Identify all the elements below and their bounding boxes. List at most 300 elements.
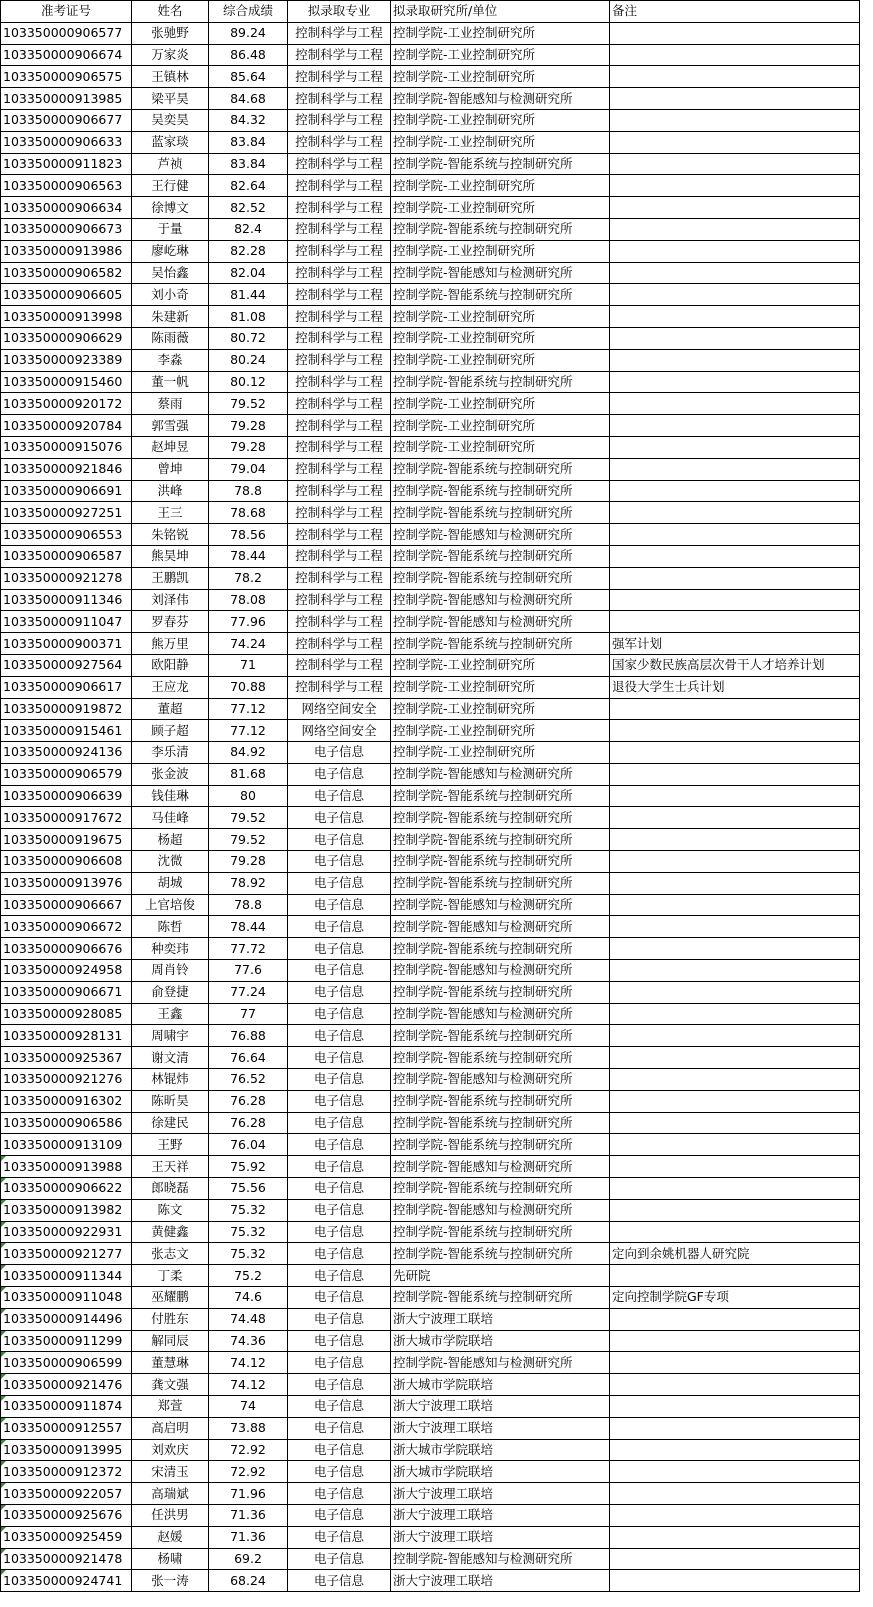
cell-remark[interactable] [610, 22, 860, 44]
cell-name[interactable]: 董一帆 [132, 371, 209, 393]
cell-name[interactable]: 种奕玮 [132, 938, 209, 960]
cell-major[interactable]: 控制科学与工程 [288, 175, 391, 197]
cell-institute[interactable]: 控制学院-智能系统与控制研究所 [391, 153, 610, 175]
cell-remark[interactable] [610, 1417, 860, 1439]
cell-institute[interactable]: 浙大城市学院联培 [391, 1330, 610, 1352]
cell-institute[interactable]: 控制学院-工业控制研究所 [391, 742, 610, 764]
cell-score[interactable]: 79.52 [209, 829, 288, 851]
cell-major[interactable]: 电子信息 [288, 1548, 391, 1570]
cell-name[interactable]: 马佳峰 [132, 807, 209, 829]
cell-score[interactable]: 74.24 [209, 633, 288, 655]
cell-institute[interactable]: 控制学院-智能系统与控制研究所 [391, 284, 610, 306]
cell-exam-id[interactable]: 103350000921276 [1, 1069, 132, 1091]
cell-institute[interactable]: 控制学院-工业控制研究所 [391, 66, 610, 88]
cell-exam-id[interactable]: 103350000911048 [1, 1287, 132, 1309]
cell-remark[interactable] [610, 872, 860, 894]
cell-name[interactable]: 俞登捷 [132, 981, 209, 1003]
cell-name[interactable]: 熊万里 [132, 633, 209, 655]
cell-major[interactable]: 控制科学与工程 [288, 458, 391, 480]
cell-exam-id[interactable]: 103350000915076 [1, 436, 132, 458]
cell-name[interactable]: 郭雪强 [132, 415, 209, 437]
cell-exam-id[interactable]: 103350000906617 [1, 676, 132, 698]
cell-major[interactable]: 网络空间安全 [288, 698, 391, 720]
cell-institute[interactable]: 控制学院-工业控制研究所 [391, 436, 610, 458]
cell-institute[interactable]: 控制学院-工业控制研究所 [391, 349, 610, 371]
cell-name[interactable]: 解同辰 [132, 1330, 209, 1352]
cell-major[interactable]: 控制科学与工程 [288, 676, 391, 698]
cell-remark[interactable] [610, 1308, 860, 1330]
cell-remark[interactable] [610, 1330, 860, 1352]
cell-institute[interactable]: 控制学院-智能感知与检测研究所 [391, 1069, 610, 1091]
cell-institute[interactable]: 控制学院-智能系统与控制研究所 [391, 1178, 610, 1200]
cell-remark[interactable] [610, 1548, 860, 1570]
cell-name[interactable]: 丁柔 [132, 1265, 209, 1287]
cell-exam-id[interactable]: 103350000906553 [1, 524, 132, 546]
cell-name[interactable]: 曾坤 [132, 458, 209, 480]
cell-remark[interactable] [610, 1112, 860, 1134]
cell-score[interactable]: 77.12 [209, 720, 288, 742]
cell-name[interactable]: 林锟炜 [132, 1069, 209, 1091]
cell-remark[interactable] [610, 349, 860, 371]
cell-name[interactable]: 王鹏凯 [132, 567, 209, 589]
cell-major[interactable]: 电子信息 [288, 763, 391, 785]
cell-name[interactable]: 杨超 [132, 829, 209, 851]
cell-score[interactable]: 71.96 [209, 1483, 288, 1505]
cell-institute[interactable]: 控制学院-智能系统与控制研究所 [391, 829, 610, 851]
cell-exam-id[interactable]: 103350000921277 [1, 1243, 132, 1265]
cell-score[interactable]: 79.28 [209, 851, 288, 873]
cell-major[interactable]: 电子信息 [288, 1003, 391, 1025]
cell-exam-id[interactable]: 103350000925367 [1, 1047, 132, 1069]
cell-exam-id[interactable]: 103350000921476 [1, 1374, 132, 1396]
cell-institute[interactable]: 控制学院-工业控制研究所 [391, 22, 610, 44]
cell-score[interactable]: 82.52 [209, 197, 288, 219]
cell-institute[interactable]: 控制学院-智能感知与检测研究所 [391, 88, 610, 110]
cell-name[interactable]: 王镇林 [132, 66, 209, 88]
cell-remark[interactable] [610, 742, 860, 764]
cell-major[interactable]: 电子信息 [288, 742, 391, 764]
cell-remark[interactable] [610, 1352, 860, 1374]
cell-name[interactable]: 任洪男 [132, 1504, 209, 1526]
cell-exam-id[interactable]: 103350000906634 [1, 197, 132, 219]
cell-remark[interactable] [610, 524, 860, 546]
cell-score[interactable]: 79.52 [209, 807, 288, 829]
cell-name[interactable]: 宋清玉 [132, 1461, 209, 1483]
cell-major[interactable]: 控制科学与工程 [288, 545, 391, 567]
cell-remark[interactable]: 定向到余姚机器人研究院 [610, 1243, 860, 1265]
cell-institute[interactable]: 控制学院-智能感知与检测研究所 [391, 611, 610, 633]
cell-major[interactable]: 控制科学与工程 [288, 327, 391, 349]
cell-institute[interactable]: 控制学院-智能感知与检测研究所 [391, 894, 610, 916]
cell-name[interactable]: 赵坤昱 [132, 436, 209, 458]
cell-remark[interactable] [610, 1439, 860, 1461]
cell-remark[interactable] [610, 153, 860, 175]
cell-name[interactable]: 李淼 [132, 349, 209, 371]
cell-exam-id[interactable]: 103350000920784 [1, 415, 132, 437]
cell-score[interactable]: 75.32 [209, 1221, 288, 1243]
cell-exam-id[interactable]: 103350000913995 [1, 1439, 132, 1461]
cell-institute[interactable]: 控制学院-智能系统与控制研究所 [391, 872, 610, 894]
cell-exam-id[interactable]: 103350000906674 [1, 44, 132, 66]
cell-name[interactable]: 王天祥 [132, 1156, 209, 1178]
cell-institute[interactable]: 控制学院-智能系统与控制研究所 [391, 1287, 610, 1309]
cell-name[interactable]: 李乐清 [132, 742, 209, 764]
cell-institute[interactable]: 控制学院-工业控制研究所 [391, 415, 610, 437]
cell-institute[interactable]: 控制学院-工业控制研究所 [391, 44, 610, 66]
cell-exam-id[interactable]: 103350000906633 [1, 131, 132, 153]
cell-score[interactable]: 78.44 [209, 545, 288, 567]
cell-major[interactable]: 电子信息 [288, 872, 391, 894]
cell-institute[interactable]: 浙大宁波理工联培 [391, 1504, 610, 1526]
cell-name[interactable]: 刘欢庆 [132, 1439, 209, 1461]
cell-score[interactable]: 81.44 [209, 284, 288, 306]
cell-institute[interactable]: 控制学院-智能系统与控制研究所 [391, 1090, 610, 1112]
cell-name[interactable]: 张一涛 [132, 1570, 209, 1592]
cell-remark[interactable] [610, 1069, 860, 1091]
cell-remark[interactable] [610, 1483, 860, 1505]
cell-remark[interactable] [610, 131, 860, 153]
cell-score[interactable]: 77 [209, 1003, 288, 1025]
cell-major[interactable]: 控制科学与工程 [288, 611, 391, 633]
cell-name[interactable]: 沈微 [132, 851, 209, 873]
cell-remark[interactable] [610, 371, 860, 393]
cell-score[interactable]: 74.48 [209, 1308, 288, 1330]
cell-remark[interactable] [610, 1504, 860, 1526]
cell-major[interactable]: 电子信息 [288, 807, 391, 829]
cell-name[interactable]: 刘泽伟 [132, 589, 209, 611]
cell-major[interactable]: 电子信息 [288, 1330, 391, 1352]
cell-exam-id[interactable]: 103350000906608 [1, 851, 132, 873]
cell-exam-id[interactable]: 103350000911299 [1, 1330, 132, 1352]
cell-exam-id[interactable]: 103350000906582 [1, 262, 132, 284]
cell-exam-id[interactable]: 103350000906599 [1, 1352, 132, 1374]
cell-score[interactable]: 86.48 [209, 44, 288, 66]
cell-exam-id[interactable]: 103350000925676 [1, 1504, 132, 1526]
cell-major[interactable]: 控制科学与工程 [288, 349, 391, 371]
cell-exam-id[interactable]: 103350000916302 [1, 1090, 132, 1112]
cell-score[interactable]: 79.28 [209, 415, 288, 437]
cell-exam-id[interactable]: 103350000906622 [1, 1178, 132, 1200]
cell-institute[interactable]: 控制学院-工业控制研究所 [391, 240, 610, 262]
cell-institute[interactable]: 控制学院-工业控制研究所 [391, 175, 610, 197]
cell-major[interactable]: 控制科学与工程 [288, 66, 391, 88]
cell-major[interactable]: 网络空间安全 [288, 720, 391, 742]
cell-remark[interactable]: 定向控制学院GF专项 [610, 1287, 860, 1309]
cell-exam-id[interactable]: 103350000919872 [1, 698, 132, 720]
cell-remark[interactable] [610, 1265, 860, 1287]
cell-institute[interactable]: 控制学院-智能系统与控制研究所 [391, 567, 610, 589]
header-score[interactable]: 综合成绩 [209, 1, 288, 23]
cell-exam-id[interactable]: 103350000913976 [1, 872, 132, 894]
cell-score[interactable]: 83.84 [209, 131, 288, 153]
cell-exam-id[interactable]: 103350000906575 [1, 66, 132, 88]
cell-exam-id[interactable]: 103350000924741 [1, 1570, 132, 1592]
cell-score[interactable]: 73.88 [209, 1417, 288, 1439]
cell-score[interactable]: 85.64 [209, 66, 288, 88]
cell-institute[interactable]: 控制学院-智能系统与控制研究所 [391, 1112, 610, 1134]
cell-score[interactable]: 78.08 [209, 589, 288, 611]
cell-remark[interactable] [610, 66, 860, 88]
cell-name[interactable]: 廖屹琳 [132, 240, 209, 262]
cell-name[interactable]: 周肖铃 [132, 960, 209, 982]
cell-major[interactable]: 控制科学与工程 [288, 436, 391, 458]
cell-institute[interactable]: 浙大城市学院联培 [391, 1374, 610, 1396]
cell-name[interactable]: 吴奕昊 [132, 109, 209, 131]
cell-name[interactable]: 上官培俊 [132, 894, 209, 916]
cell-score[interactable]: 84.32 [209, 109, 288, 131]
cell-name[interactable]: 徐博文 [132, 197, 209, 219]
cell-name[interactable]: 郎晓磊 [132, 1178, 209, 1200]
cell-exam-id[interactable]: 103350000921846 [1, 458, 132, 480]
cell-major[interactable]: 控制科学与工程 [288, 153, 391, 175]
cell-remark[interactable] [610, 894, 860, 916]
cell-major[interactable]: 电子信息 [288, 1526, 391, 1548]
cell-institute[interactable]: 控制学院-工业控制研究所 [391, 306, 610, 328]
cell-institute[interactable]: 控制学院-智能系统与控制研究所 [391, 981, 610, 1003]
cell-name[interactable]: 黄健鑫 [132, 1221, 209, 1243]
cell-exam-id[interactable]: 103350000906673 [1, 218, 132, 240]
cell-name[interactable]: 梁平昊 [132, 88, 209, 110]
cell-major[interactable]: 控制科学与工程 [288, 524, 391, 546]
cell-exam-id[interactable]: 103350000906691 [1, 480, 132, 502]
cell-name[interactable]: 陈文 [132, 1199, 209, 1221]
cell-institute[interactable]: 控制学院-智能感知与检测研究所 [391, 1352, 610, 1374]
cell-major[interactable]: 电子信息 [288, 916, 391, 938]
cell-name[interactable]: 陈昕昊 [132, 1090, 209, 1112]
cell-institute[interactable]: 浙大宁波理工联培 [391, 1483, 610, 1505]
cell-major[interactable]: 控制科学与工程 [288, 480, 391, 502]
cell-exam-id[interactable]: 103350000906667 [1, 894, 132, 916]
cell-major[interactable]: 电子信息 [288, 1243, 391, 1265]
cell-remark[interactable] [610, 436, 860, 458]
cell-score[interactable]: 69.2 [209, 1548, 288, 1570]
cell-name[interactable]: 钱佳琳 [132, 785, 209, 807]
cell-major[interactable]: 电子信息 [288, 1069, 391, 1091]
cell-major[interactable]: 控制科学与工程 [288, 44, 391, 66]
cell-score[interactable]: 72.92 [209, 1461, 288, 1483]
header-institute[interactable]: 拟录取研究所/单位 [391, 1, 610, 23]
cell-name[interactable]: 罗春芬 [132, 611, 209, 633]
cell-exam-id[interactable]: 103350000927251 [1, 502, 132, 524]
cell-institute[interactable]: 控制学院-智能系统与控制研究所 [391, 1221, 610, 1243]
cell-name[interactable]: 王鑫 [132, 1003, 209, 1025]
cell-institute[interactable]: 控制学院-智能感知与检测研究所 [391, 1548, 610, 1570]
cell-institute[interactable]: 控制学院-智能系统与控制研究所 [391, 545, 610, 567]
cell-score[interactable]: 78.56 [209, 524, 288, 546]
cell-institute[interactable]: 控制学院-智能感知与检测研究所 [391, 1156, 610, 1178]
cell-institute[interactable]: 控制学院-智能感知与检测研究所 [391, 916, 610, 938]
cell-institute[interactable]: 控制学院-智能系统与控制研究所 [391, 807, 610, 829]
cell-major[interactable]: 控制科学与工程 [288, 502, 391, 524]
cell-institute[interactable]: 控制学院-工业控制研究所 [391, 676, 610, 698]
cell-score[interactable]: 80 [209, 785, 288, 807]
cell-score[interactable]: 77.6 [209, 960, 288, 982]
cell-score[interactable]: 82.28 [209, 240, 288, 262]
cell-major[interactable]: 电子信息 [288, 829, 391, 851]
cell-exam-id[interactable]: 103350000900371 [1, 633, 132, 655]
cell-name[interactable]: 蓝家琰 [132, 131, 209, 153]
cell-major[interactable]: 电子信息 [288, 1308, 391, 1330]
cell-major[interactable]: 控制科学与工程 [288, 88, 391, 110]
cell-remark[interactable] [610, 240, 860, 262]
cell-institute[interactable]: 浙大宁波理工联培 [391, 1417, 610, 1439]
cell-remark[interactable] [610, 1090, 860, 1112]
cell-institute[interactable]: 控制学院-智能感知与检测研究所 [391, 524, 610, 546]
cell-name[interactable]: 吴怡鑫 [132, 262, 209, 284]
cell-institute[interactable]: 控制学院-工业控制研究所 [391, 720, 610, 742]
cell-remark[interactable] [610, 44, 860, 66]
cell-exam-id[interactable]: 103350000912557 [1, 1417, 132, 1439]
cell-remark[interactable] [610, 763, 860, 785]
cell-score[interactable]: 76.64 [209, 1047, 288, 1069]
cell-institute[interactable]: 浙大城市学院联培 [391, 1461, 610, 1483]
cell-remark[interactable] [610, 306, 860, 328]
cell-remark[interactable] [610, 807, 860, 829]
cell-remark[interactable] [610, 1178, 860, 1200]
cell-score[interactable]: 77.12 [209, 698, 288, 720]
cell-score[interactable]: 77.96 [209, 611, 288, 633]
cell-exam-id[interactable]: 103350000906676 [1, 938, 132, 960]
cell-score[interactable]: 78.8 [209, 480, 288, 502]
cell-remark[interactable] [610, 1156, 860, 1178]
cell-remark[interactable] [610, 327, 860, 349]
cell-exam-id[interactable]: 103350000906671 [1, 981, 132, 1003]
cell-name[interactable]: 朱建新 [132, 306, 209, 328]
cell-institute[interactable]: 浙大宁波理工联培 [391, 1396, 610, 1418]
cell-name[interactable]: 赵媛 [132, 1526, 209, 1548]
cell-institute[interactable]: 控制学院-智能系统与控制研究所 [391, 1025, 610, 1047]
cell-exam-id[interactable]: 103350000913985 [1, 88, 132, 110]
cell-remark[interactable] [610, 1570, 860, 1592]
cell-score[interactable]: 84.68 [209, 88, 288, 110]
cell-name[interactable]: 周啸宇 [132, 1025, 209, 1047]
cell-score[interactable]: 74.36 [209, 1330, 288, 1352]
cell-major[interactable]: 电子信息 [288, 1178, 391, 1200]
cell-institute[interactable]: 控制学院-智能系统与控制研究所 [391, 371, 610, 393]
cell-name[interactable]: 顾子超 [132, 720, 209, 742]
cell-institute[interactable]: 控制学院-智能系统与控制研究所 [391, 1134, 610, 1156]
cell-exam-id[interactable]: 103350000911344 [1, 1265, 132, 1287]
cell-remark[interactable] [610, 698, 860, 720]
cell-exam-id[interactable]: 103350000906672 [1, 916, 132, 938]
cell-remark[interactable] [610, 545, 860, 567]
cell-remark[interactable]: 强军计划 [610, 633, 860, 655]
cell-major[interactable]: 电子信息 [288, 1221, 391, 1243]
cell-exam-id[interactable]: 103350000927564 [1, 654, 132, 676]
cell-score[interactable]: 79.52 [209, 393, 288, 415]
cell-major[interactable]: 电子信息 [288, 1483, 391, 1505]
cell-exam-id[interactable]: 103350000906605 [1, 284, 132, 306]
cell-institute[interactable]: 控制学院-工业控制研究所 [391, 197, 610, 219]
cell-major[interactable]: 电子信息 [288, 1265, 391, 1287]
cell-exam-id[interactable]: 103350000911346 [1, 589, 132, 611]
cell-score[interactable]: 70.88 [209, 676, 288, 698]
cell-exam-id[interactable]: 103350000906639 [1, 785, 132, 807]
cell-remark[interactable] [610, 175, 860, 197]
cell-exam-id[interactable]: 103350000914496 [1, 1308, 132, 1330]
cell-exam-id[interactable]: 103350000922057 [1, 1483, 132, 1505]
cell-score[interactable]: 79.28 [209, 436, 288, 458]
cell-name[interactable]: 陈哲 [132, 916, 209, 938]
cell-score[interactable]: 75.2 [209, 1265, 288, 1287]
cell-name[interactable]: 朱铭锐 [132, 524, 209, 546]
cell-remark[interactable]: 国家少数民族高层次骨干人才培养计划 [610, 654, 860, 676]
cell-score[interactable]: 75.32 [209, 1243, 288, 1265]
cell-major[interactable]: 控制科学与工程 [288, 218, 391, 240]
cell-major[interactable]: 电子信息 [288, 1112, 391, 1134]
cell-exam-id[interactable]: 103350000906586 [1, 1112, 132, 1134]
cell-score[interactable]: 72.92 [209, 1439, 288, 1461]
cell-remark[interactable]: 退役大学生士兵计划 [610, 676, 860, 698]
cell-institute[interactable]: 浙大宁波理工联培 [391, 1570, 610, 1592]
cell-name[interactable]: 董慧琳 [132, 1352, 209, 1374]
cell-remark[interactable] [610, 720, 860, 742]
cell-score[interactable]: 77.72 [209, 938, 288, 960]
cell-score[interactable]: 80.12 [209, 371, 288, 393]
cell-institute[interactable]: 浙大宁波理工联培 [391, 1526, 610, 1548]
cell-major[interactable]: 电子信息 [288, 960, 391, 982]
cell-exam-id[interactable]: 103350000906587 [1, 545, 132, 567]
cell-major[interactable]: 控制科学与工程 [288, 109, 391, 131]
cell-remark[interactable] [610, 829, 860, 851]
cell-major[interactable]: 电子信息 [288, 894, 391, 916]
cell-name[interactable]: 王应龙 [132, 676, 209, 698]
cell-institute[interactable]: 浙大城市学院联培 [391, 1439, 610, 1461]
cell-name[interactable]: 谢文清 [132, 1047, 209, 1069]
cell-remark[interactable] [610, 1025, 860, 1047]
cell-major[interactable]: 控制科学与工程 [288, 131, 391, 153]
cell-remark[interactable] [610, 611, 860, 633]
cell-major[interactable]: 控制科学与工程 [288, 22, 391, 44]
cell-score[interactable]: 74.6 [209, 1287, 288, 1309]
cell-score[interactable]: 74 [209, 1396, 288, 1418]
cell-institute[interactable]: 控制学院-工业控制研究所 [391, 131, 610, 153]
cell-remark[interactable] [610, 1047, 860, 1069]
cell-exam-id[interactable]: 103350000913988 [1, 1156, 132, 1178]
cell-institute[interactable]: 控制学院-智能系统与控制研究所 [391, 785, 610, 807]
cell-remark[interactable] [610, 1003, 860, 1025]
cell-name[interactable]: 张志文 [132, 1243, 209, 1265]
cell-exam-id[interactable]: 103350000928131 [1, 1025, 132, 1047]
cell-name[interactable]: 王行健 [132, 175, 209, 197]
cell-name[interactable]: 洪峰 [132, 480, 209, 502]
cell-major[interactable]: 电子信息 [288, 981, 391, 1003]
cell-exam-id[interactable]: 103350000911823 [1, 153, 132, 175]
cell-remark[interactable] [610, 785, 860, 807]
header-remark[interactable]: 备注 [610, 1, 860, 23]
cell-exam-id[interactable]: 103350000917672 [1, 807, 132, 829]
cell-exam-id[interactable]: 103350000915461 [1, 720, 132, 742]
cell-institute[interactable]: 控制学院-智能感知与检测研究所 [391, 960, 610, 982]
cell-score[interactable]: 76.28 [209, 1112, 288, 1134]
cell-remark[interactable] [610, 284, 860, 306]
cell-major[interactable]: 电子信息 [288, 1396, 391, 1418]
cell-score[interactable]: 83.84 [209, 153, 288, 175]
cell-name[interactable]: 胡城 [132, 872, 209, 894]
cell-major[interactable]: 控制科学与工程 [288, 240, 391, 262]
cell-score[interactable]: 81.68 [209, 763, 288, 785]
cell-name[interactable]: 于量 [132, 218, 209, 240]
cell-exam-id[interactable]: 103350000913998 [1, 306, 132, 328]
cell-score[interactable]: 80.72 [209, 327, 288, 349]
cell-score[interactable]: 74.12 [209, 1374, 288, 1396]
cell-remark[interactable] [610, 1461, 860, 1483]
cell-institute[interactable]: 控制学院-智能系统与控制研究所 [391, 458, 610, 480]
cell-exam-id[interactable]: 103350000906577 [1, 22, 132, 44]
cell-score[interactable]: 68.24 [209, 1570, 288, 1592]
cell-institute[interactable]: 控制学院-智能系统与控制研究所 [391, 851, 610, 873]
cell-institute[interactable]: 控制学院-工业控制研究所 [391, 698, 610, 720]
